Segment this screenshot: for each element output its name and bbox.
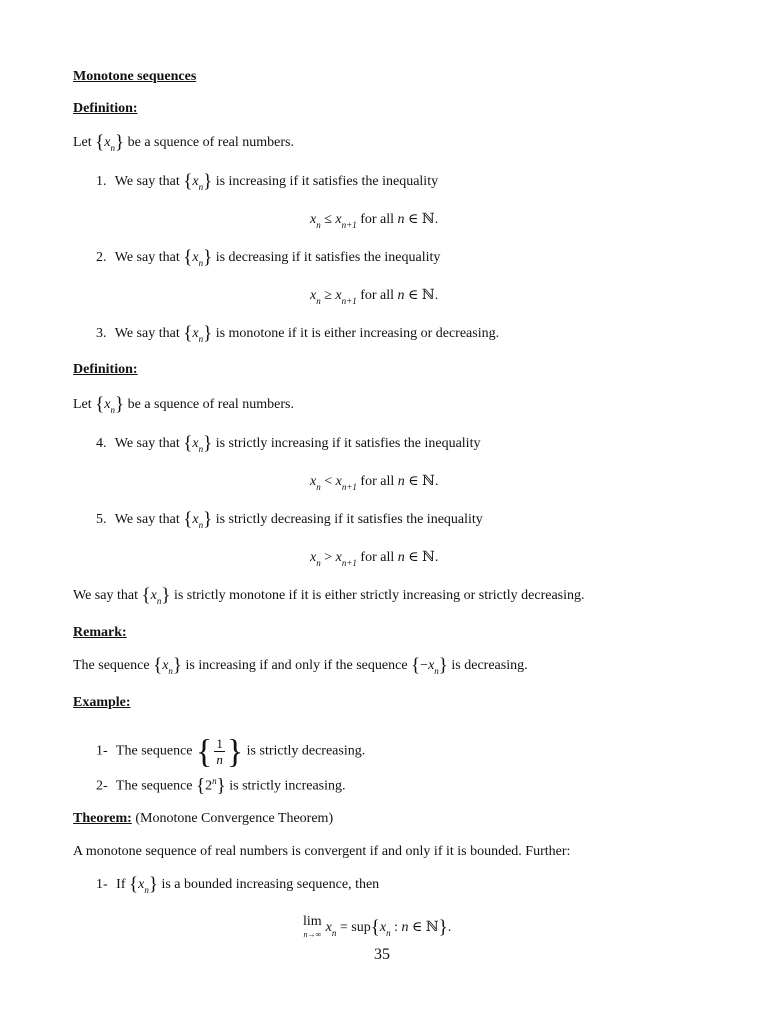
- inequality-formula: $x_n \le x_{n+1}$ for all n ∈ ℕ.: [310, 212, 439, 230]
- theorem-heading-line: Theorem: (Monotone Convergence Theorem): [73, 811, 334, 826]
- list-item: 2. We say that $\{x_n\}$ is decreasing if it satisfies the inequality: [96, 247, 441, 268]
- closing-statement: We say that $\{x_n\}$ is strictly monotone if it is either strictly increasing or strictly decreasing.: [73, 585, 585, 606]
- limit-formula: lim n→∞ $x_n = sup\{x_n$ : n ∈ ℕ}.: [303, 914, 452, 939]
- list-item: 1- The sequence { $\frac{1}{n}$ } is strictly decreasing.: [96, 733, 366, 771]
- definition-intro: Let $\{x_n\}$ be a squence of real numbers.: [73, 394, 294, 415]
- definition-intro: Let $\{x_n\}$ be a squence of real numbers.: [73, 132, 294, 153]
- list-item: 3. We say that $\{x_n\}$ is monotone if it is either increasing or decreasing.: [96, 323, 500, 344]
- inequality-formula: $x_n > x_{n+1}$ for all n ∈ ℕ.: [310, 550, 439, 568]
- page-title: Monotone sequences: [73, 69, 197, 84]
- list-item: 4. We say that $\{x_n\}$ is strictly increasing if it satisfies the inequality: [96, 433, 481, 454]
- list-item: 2- The sequence {2$^n$} is strictly increasing.: [96, 775, 346, 797]
- list-item: 1- If $\{x_n\}$ is a bounded increasing sequence, then: [96, 874, 380, 895]
- theorem-statement: A monotone sequence of real numbers is convergent if and only if it is bounded. Further:: [73, 844, 571, 859]
- list-item: 1. We say that $\{x_n\}$ is increasing if it satisfies the inequality: [96, 171, 439, 192]
- list-item: 5. We say that $\{x_n\}$ is strictly decreasing if it satisfies the inequality: [96, 509, 483, 530]
- inequality-formula: $x_n < x_{n+1}$ for all n ∈ ℕ.: [310, 474, 439, 492]
- page-number: 35: [374, 946, 390, 963]
- fraction: $\frac{1}{n}$: [216, 736, 223, 767]
- remark-heading: Remark:: [73, 625, 127, 640]
- example-heading: Example:: [73, 695, 131, 710]
- remark-text: The sequence $\{x_n\}$ is increasing if and only if the sequence $\{-x_n\}$ is decreasing.: [73, 655, 528, 676]
- definition-heading: Definition:: [73, 101, 138, 116]
- inequality-formula: $x_n \ge x_{n+1}$ for all n ∈ ℕ.: [310, 288, 439, 306]
- definition-heading: Definition:: [73, 362, 138, 377]
